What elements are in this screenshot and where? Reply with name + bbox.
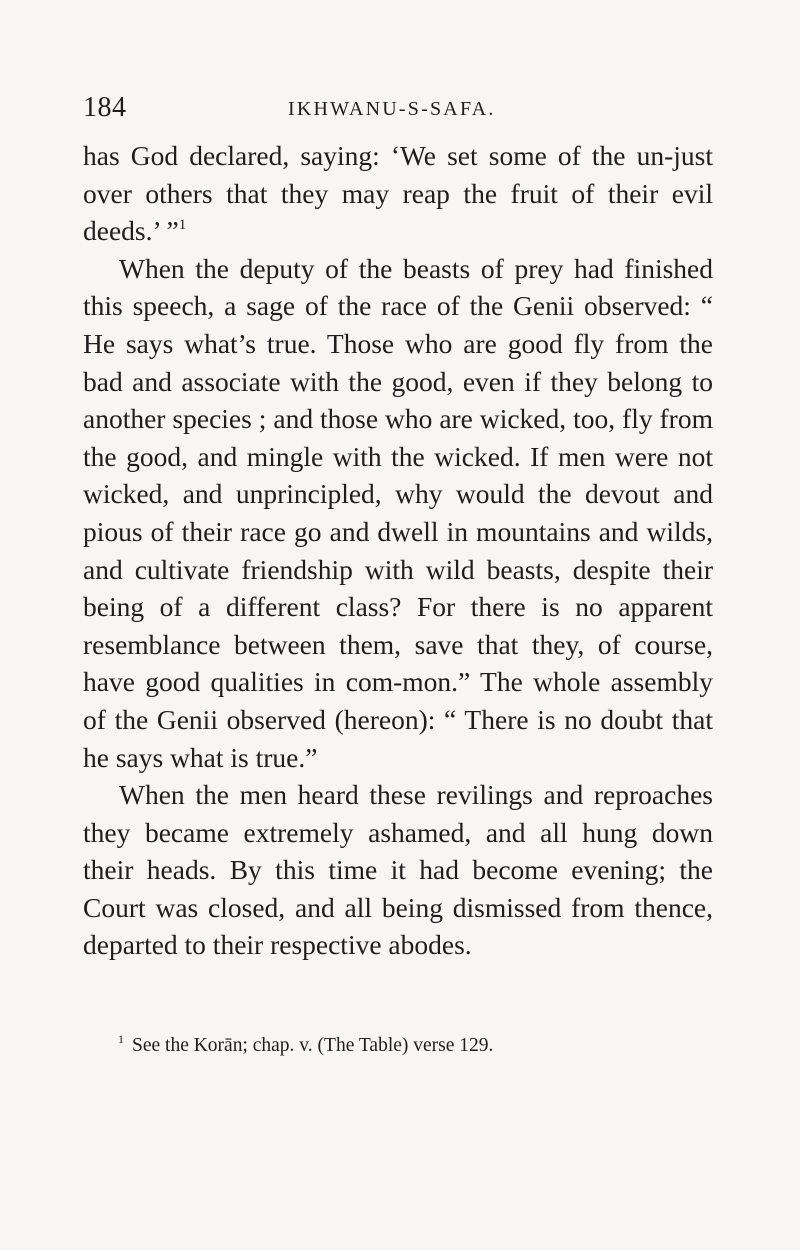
paragraph-3: When the men heard these revilings and reproaches they became extremely ashamed, and all hung down their heads. By this time it had become evening; the Court was closed, and all being dismissed from thence, departed to their respective abodes. <box>83 779 713 961</box>
paragraph-2: When the deputy of the beasts of prey had finished this speech, a sage of the race of the Genii observed: “ He says what’s true. Those who are good fly from the bad and associate with the good, even if they belong to another species ; and those who are wicked, too, fly from the good, and mingle with the wicked. If men were not wicked, and unprincipled, why would the devout and pious of their race go and dwell in mountains and wilds, and cultivate friendship with wild beasts, despite their being of a different class? For there is no apparent resemblance between them, save that they, of course, have good qualities in com-mon.” The whole assembly of the Genii observed (hereon): “ There is no doubt that he says what is true.” <box>83 252 713 773</box>
paragraph-1-text: has God declared, saying: ‘We set some of the un-just over others that they may reap the fruit of their evil deeds.’ ” <box>83 140 713 247</box>
body-text <box>83 137 713 964</box>
running-head <box>83 92 713 132</box>
footnote <box>118 1034 713 1058</box>
page-number: 184 <box>83 92 127 123</box>
paragraph-1 <box>83 137 713 250</box>
footnote-number: 1 <box>118 1032 124 1046</box>
running-title: IKHWANU-S-SAFA. <box>288 98 496 120</box>
footnote-reference: 1 <box>178 217 187 234</box>
footnote-text: See the Korān; chap. v. (The Table) verse 129. <box>132 1035 494 1056</box>
